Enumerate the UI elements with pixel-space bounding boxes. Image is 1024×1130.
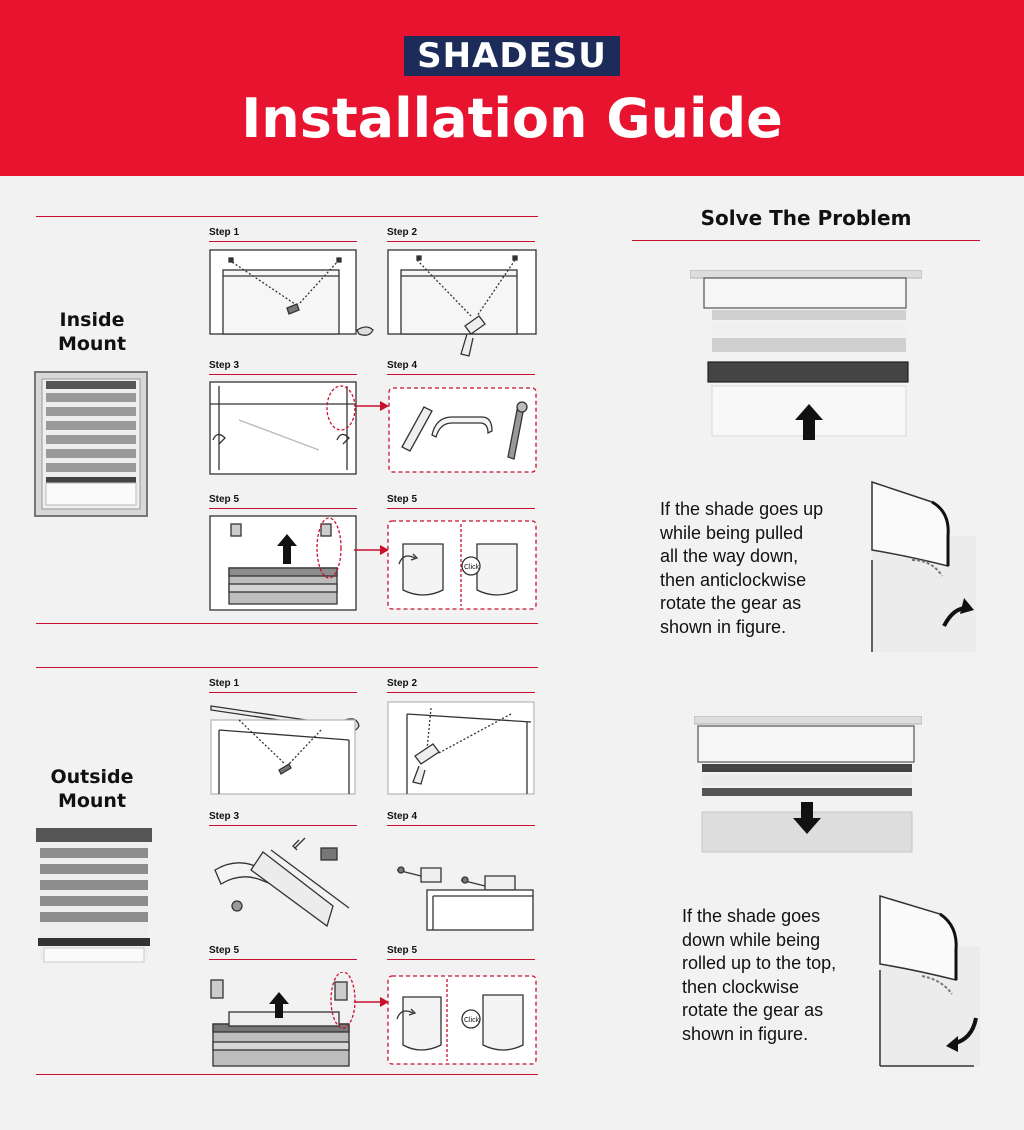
anticlockwise-gear-illustration <box>868 476 980 654</box>
outside-step2-label: Step 2 <box>387 678 418 689</box>
inside-step5b-label: Step 5 <box>387 494 418 505</box>
inside-bottom-rule <box>36 623 538 624</box>
outside-step2-rule <box>387 692 535 693</box>
outside-step5b-label: Step 5 <box>387 945 418 956</box>
outside-step1-label: Step 1 <box>209 678 240 689</box>
outside-top-rule <box>36 667 538 668</box>
outside-step5b-illustration <box>387 975 537 1065</box>
outside-step3-rule <box>209 825 357 826</box>
inside-step1-rule <box>209 241 357 242</box>
inside-mount-label <box>27 308 157 356</box>
page-title: Installation Guide <box>241 87 783 150</box>
outside-step5a-rule <box>209 959 357 960</box>
clockwise-gear-illustration <box>878 886 982 1070</box>
inside-top-rule <box>36 216 538 217</box>
inside-step2-label: Step 2 <box>387 227 418 238</box>
outside-click-label: Click <box>464 1017 480 1024</box>
outside-mount-shade-image <box>34 824 154 972</box>
inside-step3-callout-arrow <box>356 400 390 412</box>
outside-step3-label: Step 3 <box>209 811 240 822</box>
outside-step4-label: Step 4 <box>387 811 418 822</box>
inside-step4-rule <box>387 374 535 375</box>
outside-mount-label <box>27 765 157 813</box>
inside-step4-label: Step 4 <box>387 360 418 371</box>
inside-step5b-rule <box>387 508 535 509</box>
shade-up-illustration <box>690 270 922 440</box>
outside-step1-illustration <box>209 700 363 796</box>
outside-step1-rule <box>209 692 357 693</box>
outside-mount-label-line2: Mount <box>57 790 127 812</box>
inside-step1-illustration <box>209 246 377 342</box>
outside-step2-illustration <box>387 700 537 796</box>
outside-step3-illustration <box>209 830 359 934</box>
inside-step4-illustration <box>388 387 537 473</box>
inside-step5-callout-arrow <box>354 544 390 556</box>
brand-logo: SHADESU <box>404 36 620 76</box>
shade-down-illustration <box>694 716 922 858</box>
inside-step5a-illustration <box>209 514 359 612</box>
outside-step4-illustration <box>387 840 537 932</box>
inside-mount-shade-image <box>34 371 148 517</box>
inside-step1-label: Step 1 <box>209 227 240 238</box>
outside-step4-rule <box>387 825 535 826</box>
outside-mount-label-line1: Outside <box>50 766 134 788</box>
inside-click-label: Click <box>464 564 480 571</box>
solve-problem-title: Solve The Problem <box>700 206 912 230</box>
inside-step3-rule <box>209 374 357 375</box>
inside-step5b-illustration <box>387 520 537 610</box>
solve-title-rule <box>632 240 980 241</box>
inside-mount-label-line1: Inside <box>59 309 125 331</box>
solve-tip-shade-down: If the shade goes down while being rolled up to the top, then clockwise rotate the gear as shown in figure. <box>682 906 837 1044</box>
outside-step5-callout-arrow <box>354 996 390 1008</box>
inside-step2-rule <box>387 241 535 242</box>
outside-bottom-rule <box>36 1074 538 1075</box>
inside-step3-label: Step 3 <box>209 360 240 371</box>
outside-step5a-illustration <box>209 972 359 1068</box>
inside-step2-illustration <box>387 246 537 364</box>
header-banner <box>0 0 1024 176</box>
outside-step5a-label: Step 5 <box>209 945 240 956</box>
inside-mount-label-line2: Mount <box>57 333 127 355</box>
inside-step5a-rule <box>209 508 357 509</box>
outside-step5b-rule <box>387 959 535 960</box>
inside-step3-illustration <box>209 380 359 476</box>
solve-tip-shade-up: If the shade goes up while being pulled all the way down, then anticlockwise rotate the gear as shown in figure. <box>660 499 824 637</box>
inside-step5a-label: Step 5 <box>209 494 240 505</box>
